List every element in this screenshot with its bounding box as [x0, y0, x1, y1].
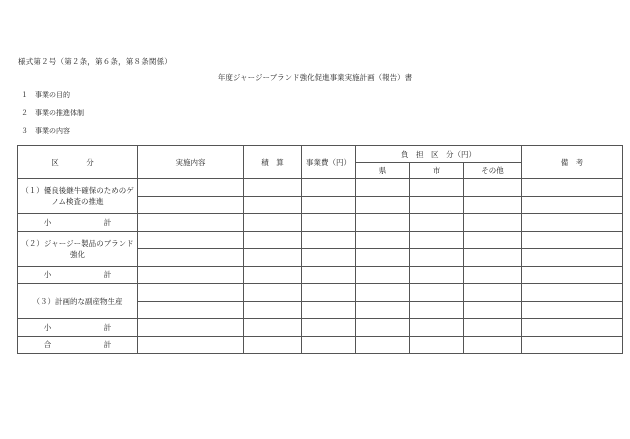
cell [302, 179, 356, 197]
cell [356, 301, 410, 319]
header-burden: 負 担 区 分（円） [356, 146, 522, 163]
cell [302, 196, 356, 214]
cell [410, 301, 464, 319]
cell [356, 284, 410, 302]
cell [410, 214, 464, 232]
cell [410, 266, 464, 284]
cell [138, 249, 244, 267]
cell [302, 336, 356, 354]
table-row [18, 231, 623, 249]
cell [410, 284, 464, 302]
cell [244, 319, 302, 337]
cell [356, 336, 410, 354]
cell [522, 319, 623, 337]
section-label: 事業の目的 [35, 91, 70, 99]
cell [356, 196, 410, 214]
table-row [18, 284, 623, 302]
plan-table [17, 145, 623, 354]
cell [302, 266, 356, 284]
cell [410, 231, 464, 249]
cell [464, 284, 522, 302]
document-title: 年度ジャージーブランド強化促進事業実施計画（報告）書 [217, 73, 413, 82]
cell [138, 319, 244, 337]
cell [244, 196, 302, 214]
header-cost: 事業費（円） [302, 146, 356, 179]
cell [244, 214, 302, 232]
total-label: 合 計 [18, 336, 138, 354]
subtotal-label: 小 計 [18, 319, 138, 337]
cell [138, 179, 244, 197]
cell [410, 319, 464, 337]
cell [410, 249, 464, 267]
cell [244, 179, 302, 197]
total-row [18, 336, 623, 354]
cell [138, 266, 244, 284]
cell [244, 231, 302, 249]
section-number: ３ [21, 127, 28, 135]
cell [522, 214, 623, 232]
header-burden-other: その他 [464, 163, 522, 179]
cell [138, 284, 244, 302]
subtotal-label: 小 計 [18, 214, 138, 232]
cell [464, 266, 522, 284]
cell [464, 249, 522, 267]
cell [138, 301, 244, 319]
cell [522, 231, 623, 249]
cell [356, 319, 410, 337]
cell [410, 179, 464, 197]
cell [522, 284, 623, 302]
subtotal-label: 小 計 [18, 266, 138, 284]
cell [302, 231, 356, 249]
table-header-row [18, 146, 623, 163]
table-row [18, 179, 623, 197]
cell [138, 214, 244, 232]
subtotal-row [18, 319, 623, 337]
header-category: 区 分 [18, 146, 138, 179]
cell [464, 336, 522, 354]
form-number: 様式第２号（第２条，第６条，第８条関係） [18, 57, 172, 66]
cell [464, 214, 522, 232]
header-burden-pref: 県 [356, 163, 410, 179]
cell [464, 179, 522, 197]
cell [244, 249, 302, 267]
subtotal-row [18, 266, 623, 284]
cell [138, 231, 244, 249]
section-label: 事業の推進体制 [35, 109, 84, 117]
cell [244, 284, 302, 302]
item-label: （３）計画的な副産物生産 [18, 284, 138, 319]
section-purpose [21, 90, 70, 100]
cell [410, 336, 464, 354]
item-label: （１）優良後継牛確保のためのゲノム検査の推進 [18, 179, 138, 214]
cell [522, 196, 623, 214]
cell [356, 231, 410, 249]
cell [244, 301, 302, 319]
section-number: １ [21, 91, 28, 99]
cell [302, 214, 356, 232]
cell [356, 179, 410, 197]
header-content: 実施内容 [138, 146, 244, 179]
subtotal-row [18, 214, 623, 232]
cell [302, 249, 356, 267]
header-burden-city: 市 [410, 163, 464, 179]
cell [356, 214, 410, 232]
cell [464, 301, 522, 319]
cell [464, 196, 522, 214]
cell [522, 301, 623, 319]
cell [302, 319, 356, 337]
cell [522, 179, 623, 197]
item-label: （２）ジャージー製品のブランド強化 [18, 231, 138, 266]
section-structure [21, 108, 84, 118]
section-label: 事業の内容 [35, 127, 70, 135]
header-estimate: 積 算 [244, 146, 302, 179]
cell [522, 266, 623, 284]
header-remarks: 備 考 [522, 146, 623, 179]
cell [356, 266, 410, 284]
cell [138, 336, 244, 354]
cell [302, 301, 356, 319]
cell [522, 336, 623, 354]
cell [302, 284, 356, 302]
cell [138, 196, 244, 214]
cell [464, 319, 522, 337]
cell [464, 231, 522, 249]
cell [244, 336, 302, 354]
section-number: ２ [21, 109, 28, 117]
cell [244, 266, 302, 284]
cell [356, 249, 410, 267]
cell [522, 249, 623, 267]
cell [410, 196, 464, 214]
section-contents [21, 126, 70, 136]
